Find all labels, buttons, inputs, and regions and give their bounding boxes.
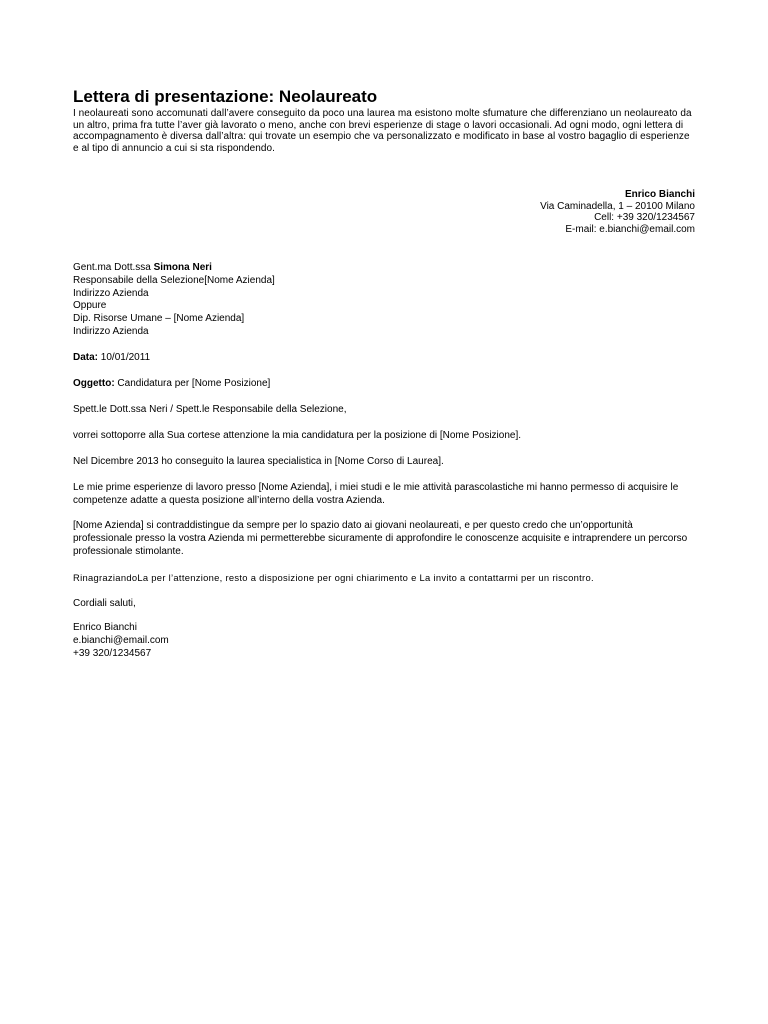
recipient-address-alt: Indirizzo Azienda: [73, 325, 149, 337]
recipient-salutation: [73, 262, 275, 275]
date-value: 10/01/2011: [98, 352, 151, 363]
date-label: Data:: [73, 352, 99, 363]
recipient-role: Responsabile della Selezione[Nome Azienda]: [73, 274, 275, 286]
recipient-block: [73, 262, 275, 339]
signature-name: Enrico Bianchi: [73, 622, 137, 633]
body-paragraph-3: Le mie prime esperienze di lavoro presso [Nome Azienda], i miei studi e le mie attività parascolastiche mi hanno permesso di acquisire le competenze adatte a questa posizione all’interno della vostra Azienda.: [73, 482, 679, 506]
sender-address: Via Caminadella, 1 – 20100 Milano: [540, 200, 695, 212]
sender-phone: Cell: +39 320/1234567: [594, 212, 695, 223]
body-paragraph-4: [Nome Azienda] si contraddistingue da sempre per lo spazio dato ai giovani neolaureati, e per questo credo che un’opportunità professionale presso la vostra Azienda mi permetterebbe sicuramente di approfondire le conoscenze acquisite e intraprendere un percorso professionale stimolante.: [73, 520, 688, 557]
sender-name: Enrico Bianchi: [624, 189, 695, 200]
recipient-address: Indirizzo Azienda: [73, 287, 149, 299]
subject-line: [73, 378, 695, 391]
greeting: Spett.le Dott.ssa Neri / Spett.le Responsabile della Selezione,: [73, 404, 347, 415]
sender-block: [540, 189, 695, 235]
date-line: [73, 352, 695, 365]
recipient-name: Simona Neri: [153, 262, 212, 273]
subject-value: Candidatura per [Nome Posizione]: [114, 378, 271, 389]
recipient-salutation-prefix: Gent.ma Dott.ssa: [73, 262, 154, 273]
subject-label: Oggetto:: [73, 378, 115, 389]
body-paragraph-1: vorrei sottoporre alla Sua cortese attenzione la mia candidatura per la posizione di [Nome Posizione].: [73, 430, 522, 441]
signature-block: [73, 622, 695, 660]
body-paragraph-5: RinagraziandoLa per l’attenzione, resto a disposizione per ogni chiarimento e La invito a contattarmi per un riscontro.: [73, 572, 594, 583]
recipient-department: Dip. Risorse Umane – [Nome Azienda]: [73, 313, 245, 325]
document-title: Lettera di presentazione: Neolaureato: [73, 87, 378, 106]
intro-paragraph: I neolaureati sono accomunati dall’avere conseguito da poco una laurea ma esistono molte sfumature che differenziano un neolaureato da un altro, prima fra tutte l’aver già lavorato o meno, anche con brevi esperienze di stage o lavori occasionali. Ad ogni modo, ogni lettera di accompagnamento è diversa dall’altra: qui trovate un esempio che va personalizzato e modificato in base al vostro bagaglio di esperienze e al tipo di annuncio a cui si sta rispondendo.: [73, 108, 692, 154]
signature-phone: +39 320/1234567: [73, 647, 152, 659]
recipient-alternative: Oppure: [73, 300, 107, 312]
body-paragraph-2: Nel Dicembre 2013 ho conseguito la laurea specialistica in [Nome Corso di Laurea].: [73, 456, 444, 467]
letter-page: [73, 86, 695, 659]
signature-email: e.bianchi@email.com: [73, 634, 169, 646]
closing: Cordiali saluti,: [73, 598, 136, 609]
sender-email: E-mail: e.bianchi@email.com: [565, 223, 695, 235]
